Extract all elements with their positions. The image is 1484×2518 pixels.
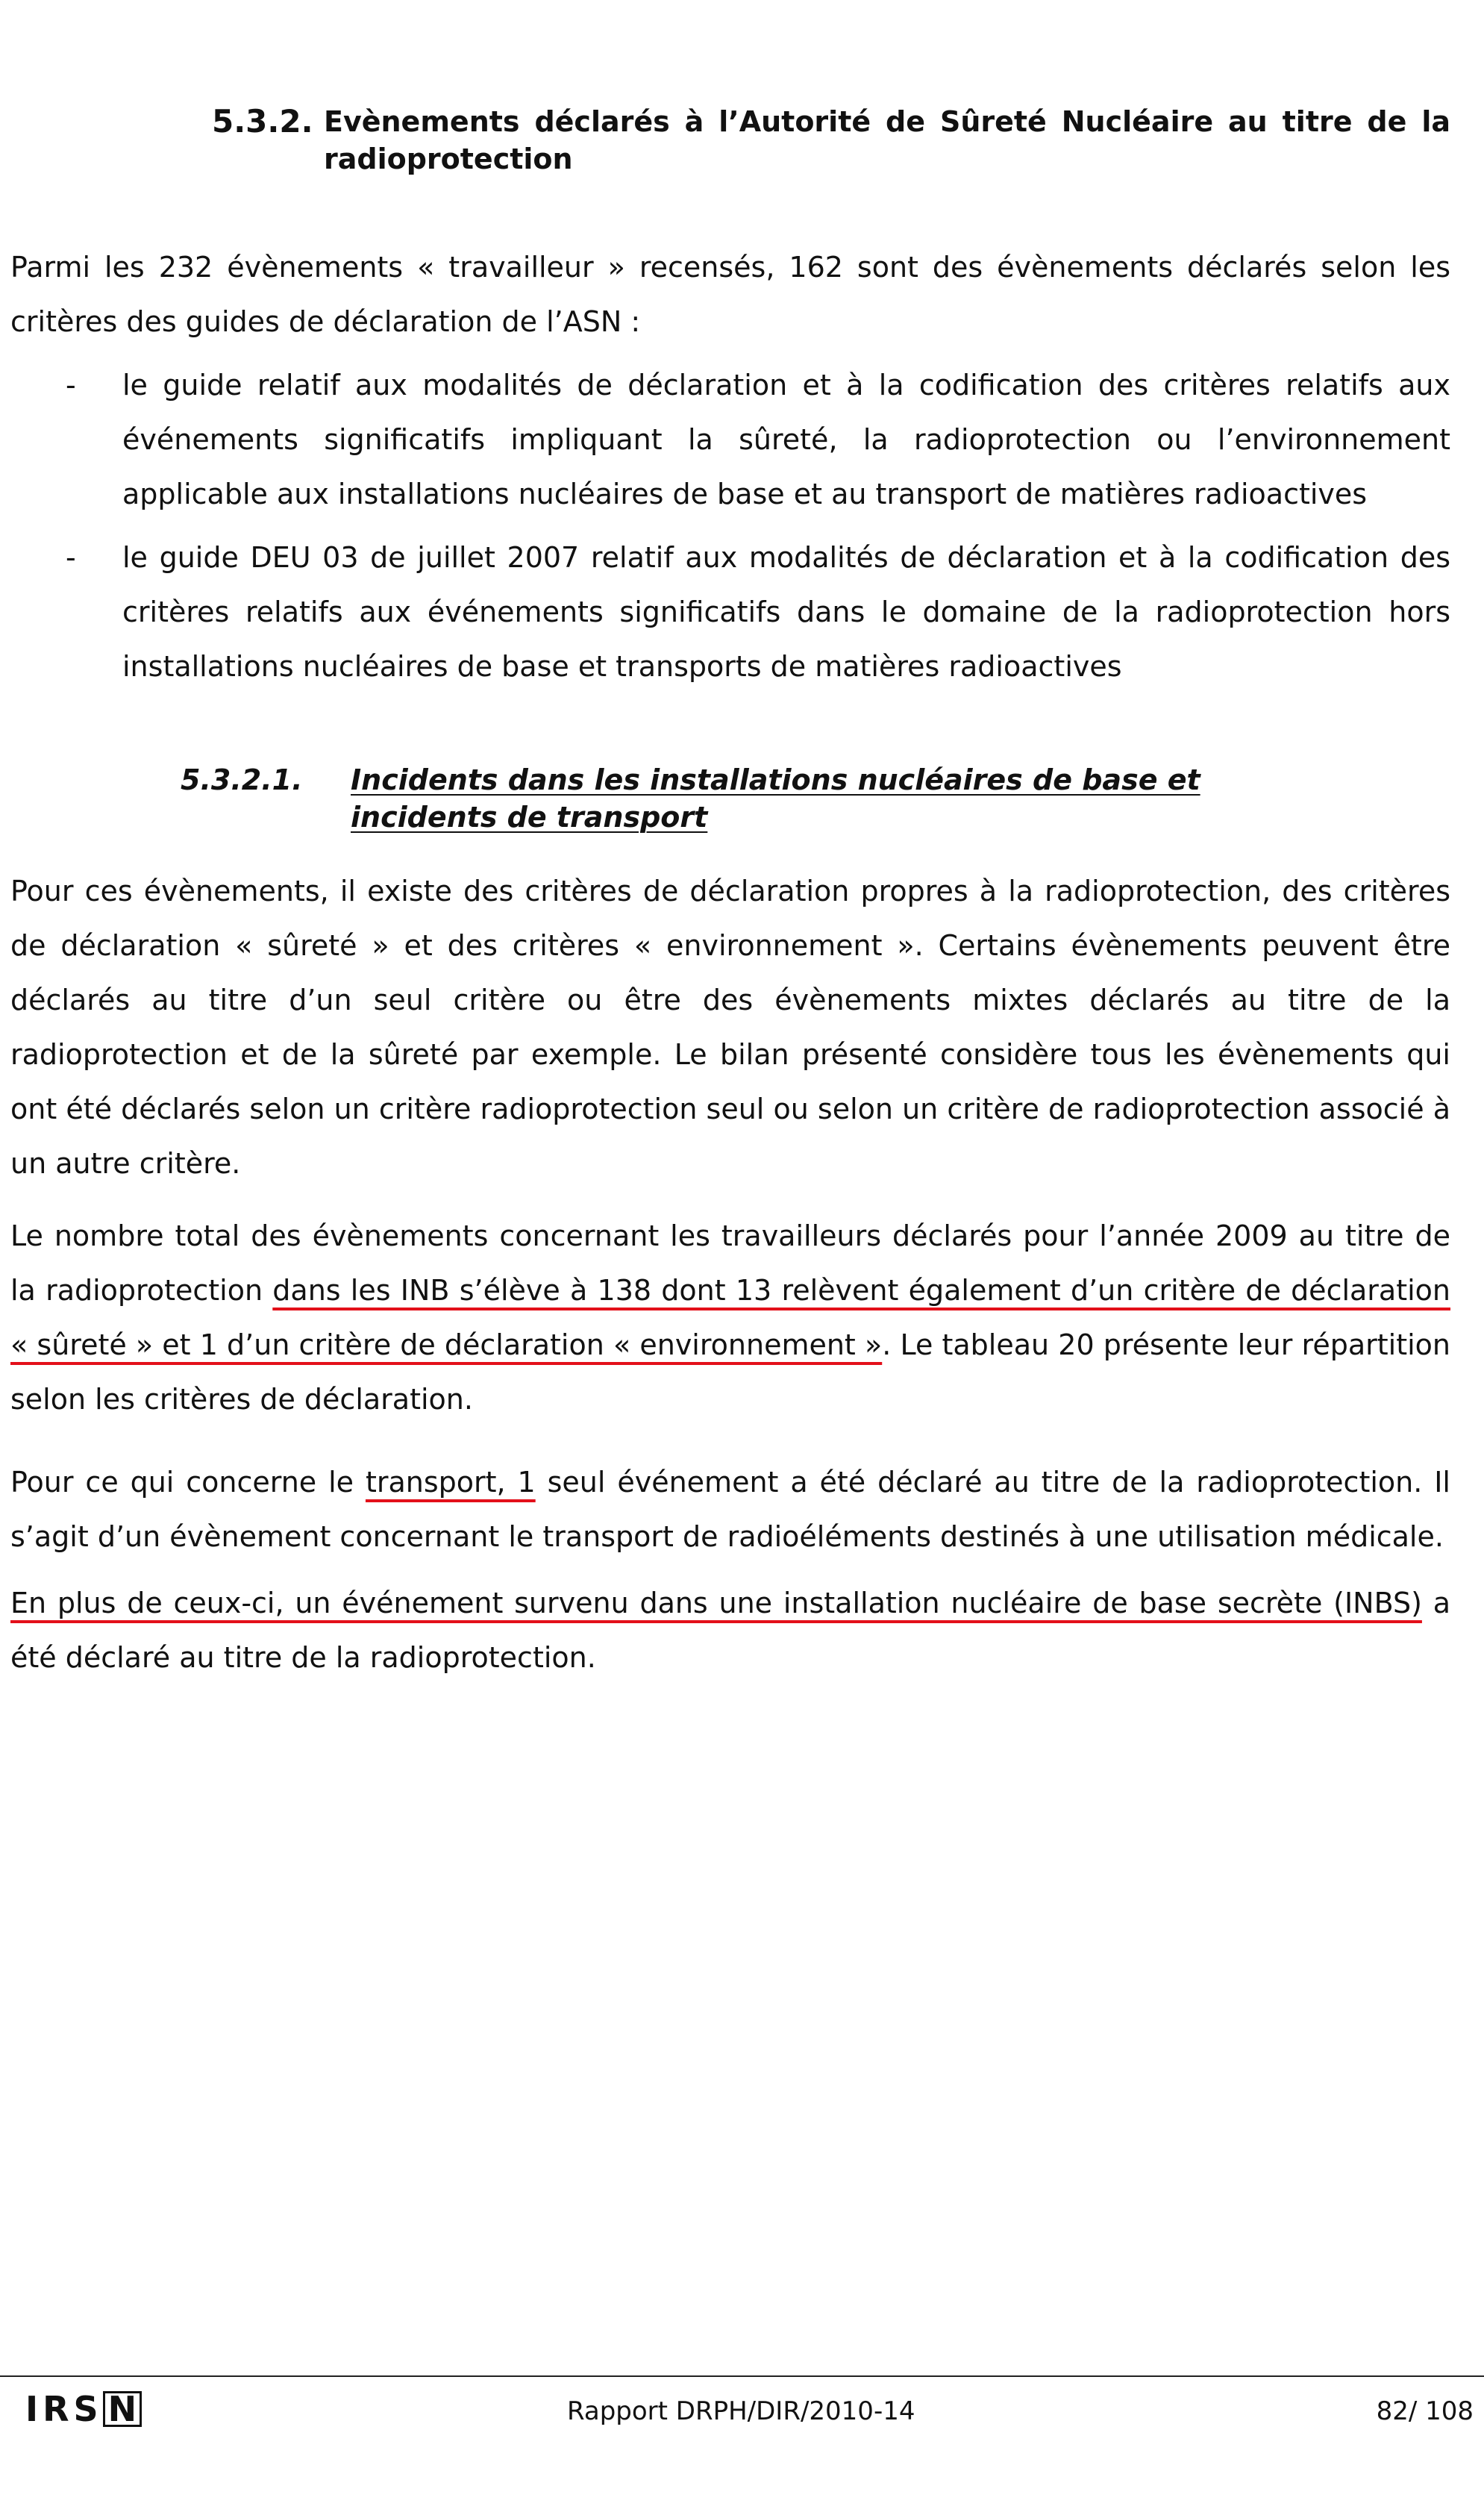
logo-boxed-letter: N (103, 2391, 143, 2427)
footer-divider (0, 2375, 1484, 2377)
report-identifier: Rapport DRPH/DIR/2010-14 (567, 2396, 915, 2426)
section-number: 5.3.2. (212, 103, 313, 140)
paragraph-text: Le nombre total des évènements concernant les travailleurs déclarés pour l’année 2009 au titre de la radioprotection (10, 1219, 1450, 1307)
paragraph-text: a été déclaré au titre de la radioprotection. (10, 1587, 1450, 1674)
paragraph-text: . Le tableau 20 présente leur répartition selon les critères de déclaration. (10, 1328, 1450, 1416)
paragraph-transport (10, 1455, 1450, 1564)
highlighted-underline-text: En plus de ceux-ci, un événement survenu dans une installation nucléaire de base secrète (INBS) (10, 1587, 1422, 1619)
section-title: Evènements déclarés à l’Autorité de Sûreté Nucléaire au titre de la radioprotection (324, 105, 1450, 175)
logo-text: IRS (25, 2389, 103, 2429)
paragraph-inbs (10, 1576, 1450, 1685)
irsn-logo (25, 2388, 142, 2430)
dash-bullet: - (66, 541, 76, 574)
list-item (10, 358, 1450, 522)
list-item-text: le guide relatif aux modalités de déclaration et à la codification des critères relatifs aux événements significatifs impliquant la sûreté, la radioprotection ou l’environnement applicable aux installations nucléaires de base et au transport de matières radioactives (122, 369, 1450, 510)
list-item-text: le guide DEU 03 de juillet 2007 relatif aux modalités de déclaration et à la codification des critères relatifs aux événements significatifs dans le domaine de la radioprotection hors installations nucléaires de base et transports de matières radioactives (122, 541, 1450, 683)
subsection-heading (181, 761, 1344, 836)
paragraph-inb-total (10, 1209, 1450, 1427)
list-item (10, 531, 1450, 694)
intro-paragraph: Parmi les 232 évènements « travailleur » recensés, 162 sont des évènements déclarés selon les critères des guides de déclaration de l’ASN : (10, 251, 1450, 338)
dash-bullet: - (66, 369, 76, 402)
paragraph-text: seul événement a été déclaré au titre de la radioprotection. Il s’agit d’un évènement concernant le transport de radioéléments destinés à une utilisation médicale. (10, 1466, 1450, 1553)
page-number: 82/ 108 (1376, 2396, 1474, 2426)
section-heading (212, 103, 1450, 178)
subsection-number: 5.3.2.1. (181, 763, 303, 796)
highlighted-underline-text: dans les INB s’élève à 138 dont 13 relèvent également d’un critère de déclaration « sûreté » et 1 d’un critère de déclaration « environnement » (10, 1274, 1451, 1361)
guides-list (10, 358, 1450, 703)
paragraph-criteria: Pour ces évènements, il existe des critères de déclaration propres à la radioprotection, des critères de déclaration « sûreté » et des critères « environnement ». Certains évènements peuvent être déclarés au titre d’un seul critère ou être des évènements mixtes déclarés au titre de la radioprotection et de la sûreté par exemple. Le bilan présenté considère tous les évènements qui ont été déclarés selon un critère radioprotection seul ou selon un critère de radioprotection associé à un autre critère. (10, 875, 1450, 1180)
subsection-title: Incidents dans les installations nucléaires de base et incidents de transport (351, 763, 1200, 834)
highlighted-underline-text: transport, 1 (365, 1466, 536, 1499)
paragraph-text: Pour ce qui concerne le (10, 1466, 366, 1499)
